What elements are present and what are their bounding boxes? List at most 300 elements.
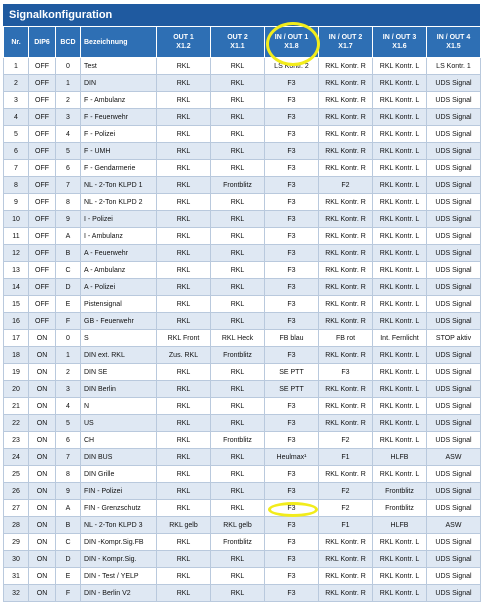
table-cell: F3 (265, 432, 319, 449)
table-cell: 2 (4, 75, 29, 92)
table-cell: OFF (29, 296, 56, 313)
table-row (4, 228, 481, 245)
table-cell: NL - 2-Ton KLPD 1 (81, 177, 157, 194)
table-cell: Frontblitz (373, 500, 427, 517)
table-cell: 5 (4, 126, 29, 143)
table-cell: F3 (265, 194, 319, 211)
table-cell: F3 (265, 483, 319, 500)
table-cell: 1 (4, 58, 29, 75)
table-cell: RKL (157, 279, 211, 296)
table-cell: RKL (157, 398, 211, 415)
table-cell: RKL (157, 228, 211, 245)
table-cell: RKL gelb (211, 517, 265, 534)
table-cell: D (56, 279, 81, 296)
table-cell: N (81, 398, 157, 415)
table-cell: 11 (4, 228, 29, 245)
table-cell: F (56, 585, 81, 602)
table-cell: 27 (4, 500, 29, 517)
table-cell: LS Kontr. 1 (427, 58, 481, 75)
table-cell: 16 (4, 313, 29, 330)
column-header (319, 27, 373, 58)
table-cell: ASW (427, 517, 481, 534)
table-cell: A (56, 500, 81, 517)
table-cell: UDS Signal (427, 126, 481, 143)
table-row (4, 364, 481, 381)
table-cell: RKL Kontr. R (319, 279, 373, 296)
table-cell: RKL Kontr. R (319, 109, 373, 126)
table-cell: RKL Kontr. R (319, 415, 373, 432)
table-cell: RKL (211, 245, 265, 262)
table-cell: UDS Signal (427, 432, 481, 449)
table-cell: I - Polizei (81, 211, 157, 228)
table-cell: RKL Kontr. L (373, 279, 427, 296)
table-cell: F3 (265, 228, 319, 245)
table-cell: 6 (56, 160, 81, 177)
table-cell: F3 (265, 585, 319, 602)
table-cell: 15 (4, 296, 29, 313)
table-cell: RKL Kontr. L (373, 585, 427, 602)
table-cell: ON (29, 415, 56, 432)
table-cell: SE PTT (265, 364, 319, 381)
table-cell: RKL (211, 262, 265, 279)
table-cell: F3 (265, 126, 319, 143)
table-cell: RKL (157, 381, 211, 398)
column-header-line1: OUT 1 (173, 34, 194, 41)
table-cell: RKL (211, 58, 265, 75)
table-cell: RKL (157, 194, 211, 211)
table-cell: 6 (4, 143, 29, 160)
table-cell: F3 (265, 568, 319, 585)
table-cell: RKL (157, 364, 211, 381)
table-cell: F2 (319, 432, 373, 449)
column-header-line1: IN / OUT 3 (382, 34, 417, 41)
table-cell: OFF (29, 143, 56, 160)
table-cell: F3 (265, 551, 319, 568)
column-header (29, 27, 56, 58)
table-cell: 7 (4, 160, 29, 177)
table-row (4, 126, 481, 143)
table-row (4, 58, 481, 75)
table-cell: 10 (4, 211, 29, 228)
table-cell: RKL (157, 500, 211, 517)
table-cell: RKL Kontr. R (319, 568, 373, 585)
table-cell: S (81, 330, 157, 347)
column-header (211, 27, 265, 58)
table-cell: RKL (211, 126, 265, 143)
table-row (4, 160, 481, 177)
table-cell: RKL (157, 415, 211, 432)
table-cell: 9 (56, 483, 81, 500)
table-cell: RKL (157, 126, 211, 143)
table-cell: 20 (4, 381, 29, 398)
table-cell: 22 (4, 415, 29, 432)
table-cell: RKL (211, 415, 265, 432)
table-cell: RKL Kontr. L (373, 347, 427, 364)
table-cell: 19 (4, 364, 29, 381)
table-cell: Heulmax¹ (265, 449, 319, 466)
table-cell: RKL (157, 177, 211, 194)
table-cell: F3 (265, 75, 319, 92)
table-cell: RKL (211, 228, 265, 245)
table-cell: RKL (157, 551, 211, 568)
table-cell: 4 (56, 398, 81, 415)
table-cell: RKL (157, 585, 211, 602)
table-cell: RKL Kontr. L (373, 194, 427, 211)
table-cell: 3 (56, 109, 81, 126)
table-cell: RKL Kontr. R (319, 534, 373, 551)
table-cell: DIN ext. RKL (81, 347, 157, 364)
table-cell: ON (29, 585, 56, 602)
table-cell: OFF (29, 58, 56, 75)
table-cell: Frontblitz (211, 432, 265, 449)
table-cell: RKL Kontr. R (319, 381, 373, 398)
table-cell: UDS Signal (427, 75, 481, 92)
table-cell: F - Ambulanz (81, 92, 157, 109)
table-cell: RKL Kontr. L (373, 381, 427, 398)
table-cell: RKL (157, 568, 211, 585)
table-cell: ON (29, 449, 56, 466)
column-header (81, 27, 157, 58)
table-cell: F2 (319, 483, 373, 500)
table-cell: DIN (81, 75, 157, 92)
table-cell: RKL (157, 92, 211, 109)
table-cell: RKL Kontr. L (373, 109, 427, 126)
table-cell: F3 (265, 160, 319, 177)
table-cell: 9 (56, 211, 81, 228)
table-cell: FIN - Grenzschutz (81, 500, 157, 517)
table-cell: RKL Kontr. L (373, 58, 427, 75)
header-row (4, 27, 481, 58)
table-cell: E (56, 568, 81, 585)
table-cell: OFF (29, 92, 56, 109)
table-cell: F (56, 313, 81, 330)
table-cell: OFF (29, 211, 56, 228)
table-cell: ON (29, 330, 56, 347)
table-cell: RKL (211, 211, 265, 228)
table-cell: 5 (56, 143, 81, 160)
table-cell: UDS Signal (427, 364, 481, 381)
table-cell: RKL (211, 194, 265, 211)
table-cell: ON (29, 364, 56, 381)
table-cell: UDS Signal (427, 483, 481, 500)
column-header-line2: X1.7 (338, 43, 353, 50)
table-cell: DIN Grille (81, 466, 157, 483)
column-header-line1: IN / OUT 1 (274, 34, 309, 41)
table-row (4, 500, 481, 517)
table-cell: RKL Kontr. R (319, 245, 373, 262)
table-cell: F3 (265, 500, 319, 517)
table-cell: OFF (29, 126, 56, 143)
table-body (4, 58, 481, 602)
table-cell: US (81, 415, 157, 432)
table-cell: RKL Kontr. L (373, 296, 427, 313)
table-cell: RKL Kontr. L (373, 262, 427, 279)
table-cell: 17 (4, 330, 29, 347)
table-cell: RKL Kontr. L (373, 415, 427, 432)
table-cell: A - Ambulanz (81, 262, 157, 279)
table-cell: Frontblitz (373, 483, 427, 500)
table-row (4, 211, 481, 228)
table-cell: UDS Signal (427, 398, 481, 415)
table-cell: RKL Kontr. R (319, 551, 373, 568)
table-cell: RKL (211, 313, 265, 330)
table-cell: RKL Kontr. L (373, 364, 427, 381)
table-title: Signalkonfiguration (3, 4, 480, 26)
table-cell: F3 (265, 466, 319, 483)
table-cell: F3 (265, 313, 319, 330)
table-cell: F3 (265, 517, 319, 534)
table-cell: SE PTT (265, 381, 319, 398)
table-cell: RKL Kontr. L (373, 177, 427, 194)
table-cell: ON (29, 517, 56, 534)
table-cell: RKL (211, 160, 265, 177)
table-cell: ON (29, 483, 56, 500)
table-cell: RKL (211, 585, 265, 602)
table-cell: F3 (265, 211, 319, 228)
table-cell: RKL Kontr. L (373, 534, 427, 551)
table-cell: OFF (29, 177, 56, 194)
table-cell: E (56, 296, 81, 313)
table-row (4, 551, 481, 568)
table-row (4, 449, 481, 466)
table-cell: FB blau (265, 330, 319, 347)
table-cell: RKL (211, 381, 265, 398)
highlight-circle-header (266, 22, 320, 66)
table-cell: 14 (4, 279, 29, 296)
table-cell: F3 (265, 415, 319, 432)
table-cell: C (56, 534, 81, 551)
table-cell: B (56, 517, 81, 534)
table-cell: 1 (56, 347, 81, 364)
table-cell: RKL Kontr. R (319, 262, 373, 279)
table-cell: 8 (56, 194, 81, 211)
table-cell: RKL gelb (157, 517, 211, 534)
table-cell: 7 (56, 177, 81, 194)
column-header (427, 27, 481, 58)
table-row (4, 177, 481, 194)
table-cell: RKL Kontr. L (373, 228, 427, 245)
table-cell: RKL (157, 143, 211, 160)
table-cell: UDS Signal (427, 245, 481, 262)
table-cell: DIN BUS (81, 449, 157, 466)
table-cell: UDS Signal (427, 194, 481, 211)
table-row (4, 279, 481, 296)
table-cell: DIN - Kompr.Sig. (81, 551, 157, 568)
table-cell: 32 (4, 585, 29, 602)
table-cell: RKL Kontr. R (319, 75, 373, 92)
table-row (4, 534, 481, 551)
table-cell: B (56, 245, 81, 262)
table-cell: 18 (4, 347, 29, 364)
table-cell: F3 (265, 347, 319, 364)
column-header (56, 27, 81, 58)
table-row (4, 585, 481, 602)
table-cell: NL - 2-Ton KLPD 3 (81, 517, 157, 534)
table-cell: OFF (29, 228, 56, 245)
table-cell: DIN Berlin (81, 381, 157, 398)
table-cell: F3 (265, 92, 319, 109)
table-cell: C (56, 262, 81, 279)
table-cell: 23 (4, 432, 29, 449)
table-row (4, 568, 481, 585)
table-cell: ON (29, 534, 56, 551)
table-cell: RKL (211, 500, 265, 517)
table-cell: 21 (4, 398, 29, 415)
table-cell: RKL Kontr. L (373, 211, 427, 228)
table-cell: RKL Kontr. L (373, 126, 427, 143)
column-header-line1: IN / OUT 4 (436, 34, 471, 41)
table-cell: RKL Kontr. L (373, 92, 427, 109)
table-cell: RKL (157, 58, 211, 75)
table-cell: OFF (29, 262, 56, 279)
table-cell: 2 (56, 364, 81, 381)
table-cell: F2 (319, 500, 373, 517)
table-cell: 26 (4, 483, 29, 500)
table-cell: DIN - Berlin V2 (81, 585, 157, 602)
table-cell: 0 (56, 330, 81, 347)
table-cell: RKL Kontr. L (373, 568, 427, 585)
table-cell: RKL Kontr. L (373, 398, 427, 415)
table-cell: 3 (4, 92, 29, 109)
table-cell: 29 (4, 534, 29, 551)
table-cell: UDS Signal (427, 228, 481, 245)
signal-config-table (3, 26, 481, 602)
table-cell: GB - Feuerwehr (81, 313, 157, 330)
table-cell: RKL Kontr. L (373, 75, 427, 92)
table-cell: 24 (4, 449, 29, 466)
table-cell: RKL (211, 92, 265, 109)
table-cell: 13 (4, 262, 29, 279)
table-cell: F - Feuerwehr (81, 109, 157, 126)
table-cell: F - Gendarmerie (81, 160, 157, 177)
table-cell: FIN - Polizei (81, 483, 157, 500)
table-cell: RKL (211, 143, 265, 160)
table-cell: RKL (157, 296, 211, 313)
signal-config-panel (3, 4, 480, 602)
column-header-line2: X1.2 (176, 43, 191, 50)
table-cell: 0 (56, 58, 81, 75)
table-cell: F - UMH (81, 143, 157, 160)
column-header-line1: DIP6 (34, 38, 50, 46)
table-cell: RKL Kontr. R (319, 211, 373, 228)
table-cell: RKL (157, 466, 211, 483)
table-cell: RKL Kontr. R (319, 398, 373, 415)
table-cell: RKL Front (157, 330, 211, 347)
table-row (4, 381, 481, 398)
table-cell: Pistensignal (81, 296, 157, 313)
column-header-line1: OUT 2 (227, 34, 248, 41)
table-cell: OFF (29, 75, 56, 92)
table-cell: RKL (157, 262, 211, 279)
table-cell: F3 (265, 262, 319, 279)
table-cell: UDS Signal (427, 279, 481, 296)
table-cell: RKL Kontr. L (373, 551, 427, 568)
table-cell: UDS Signal (427, 296, 481, 313)
table-cell: RKL (211, 279, 265, 296)
table-cell: RKL Kontr. R (319, 466, 373, 483)
table-cell: DIN - Test / YELP (81, 568, 157, 585)
table-cell: Frontblitz (211, 534, 265, 551)
column-header-line1: Nr. (11, 38, 21, 46)
table-cell: RKL (211, 398, 265, 415)
table-cell: F1 (319, 449, 373, 466)
table-cell: ON (29, 432, 56, 449)
table-cell: HLFB (373, 449, 427, 466)
table-row (4, 109, 481, 126)
table-cell: 12 (4, 245, 29, 262)
column-header-line1: BCD (60, 38, 76, 46)
table-row (4, 330, 481, 347)
table-cell: UDS Signal (427, 109, 481, 126)
table-row (4, 415, 481, 432)
table-cell: OFF (29, 313, 56, 330)
table-cell: RKL (157, 534, 211, 551)
table-cell: 31 (4, 568, 29, 585)
table-cell: ASW (427, 449, 481, 466)
table-cell: OFF (29, 194, 56, 211)
table-cell: STOP aktiv (427, 330, 481, 347)
table-cell: UDS Signal (427, 177, 481, 194)
table-cell: 28 (4, 517, 29, 534)
table-row (4, 517, 481, 534)
table-cell: UDS Signal (427, 568, 481, 585)
table-cell: Zus. RKL (157, 347, 211, 364)
table-cell: DIN SE (81, 364, 157, 381)
column-header-line2: X1.5 (446, 43, 461, 50)
table-cell: ON (29, 398, 56, 415)
table-cell: UDS Signal (427, 347, 481, 364)
table-cell: Test (81, 58, 157, 75)
table-cell: RKL Kontr. R (319, 92, 373, 109)
highlight-circle-cell (268, 502, 318, 517)
table-cell: RKL Kontr. R (319, 160, 373, 177)
table-row (4, 245, 481, 262)
table-cell: ON (29, 500, 56, 517)
table-cell: 5 (56, 415, 81, 432)
column-header-line1: IN / OUT 2 (328, 34, 363, 41)
table-cell: F3 (265, 296, 319, 313)
table-cell: HLFB (373, 517, 427, 534)
table-cell: 4 (4, 109, 29, 126)
table-cell: RKL Kontr. L (373, 143, 427, 160)
table-cell: F3 (265, 177, 319, 194)
table-cell: RKL Kontr. R (319, 228, 373, 245)
table-cell: F3 (265, 109, 319, 126)
table-cell: RKL (211, 109, 265, 126)
table-cell: Frontblitz (211, 177, 265, 194)
column-header-line2: X1.6 (392, 43, 407, 50)
table-row (4, 296, 481, 313)
table-cell: 25 (4, 466, 29, 483)
table-cell: RKL Kontr. R (319, 296, 373, 313)
table-cell: RKL Kontr. L (373, 313, 427, 330)
table-cell: RKL (157, 483, 211, 500)
table-cell: OFF (29, 279, 56, 296)
table-cell: RKL (211, 449, 265, 466)
table-cell: F2 (319, 177, 373, 194)
table-cell: RKL Kontr. R (319, 194, 373, 211)
table-cell: RKL Kontr. L (373, 160, 427, 177)
table-row (4, 432, 481, 449)
table-cell: 2 (56, 92, 81, 109)
table-cell: F3 (265, 534, 319, 551)
table-cell: 8 (56, 466, 81, 483)
table-cell: RKL (211, 483, 265, 500)
table-cell: A - Polizei (81, 279, 157, 296)
table-cell: Frontblitz (211, 347, 265, 364)
table-cell: UDS Signal (427, 534, 481, 551)
table-cell: UDS Signal (427, 500, 481, 517)
